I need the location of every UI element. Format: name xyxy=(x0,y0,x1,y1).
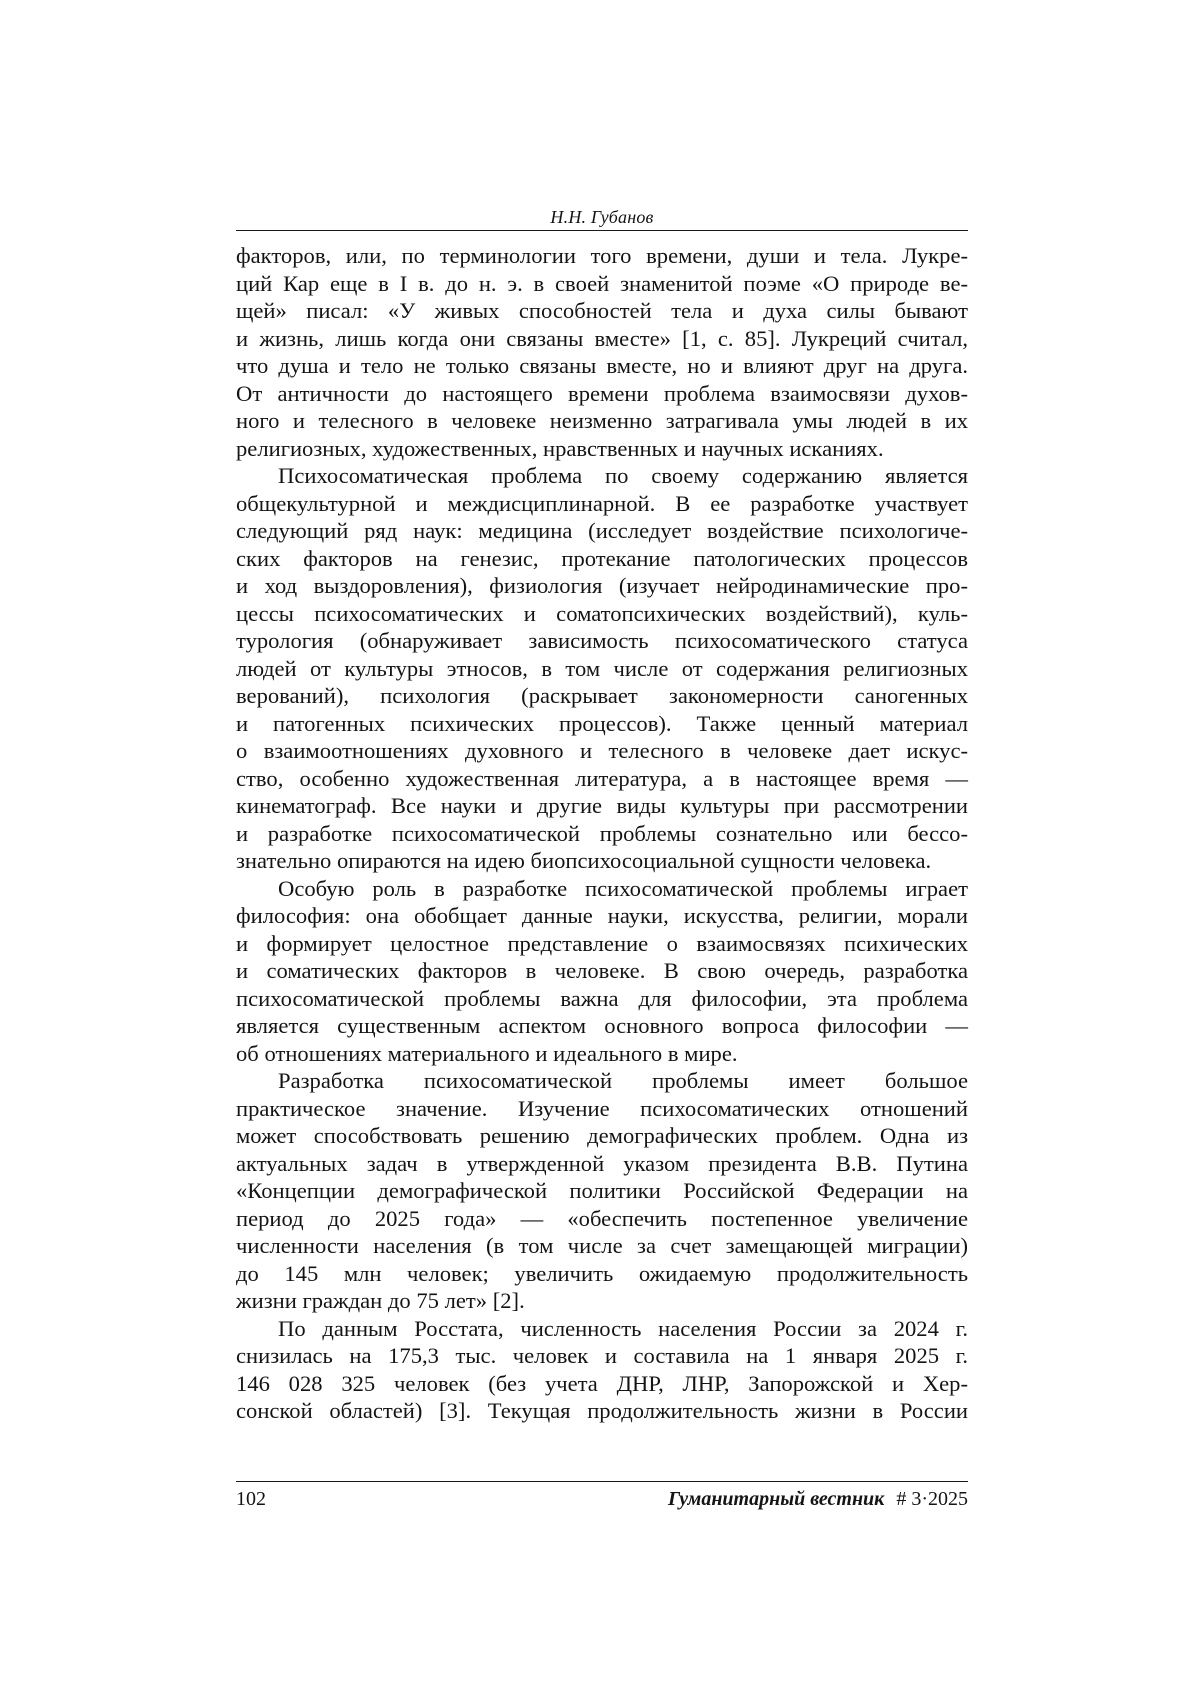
text-line: щей» писал: «У живых способностей тела и духа силы бывают xyxy=(236,298,968,323)
paragraph xyxy=(236,1315,968,1425)
document-page xyxy=(236,0,968,1698)
paragraph xyxy=(236,462,968,875)
text-line: Особую роль в разработке психосоматической проблемы играет xyxy=(278,875,968,901)
text-line: что душа и тело не только связаны вместе, но и влияют друг на друга. xyxy=(236,353,968,378)
text-line: и патогенных психических процессов). Также ценный материал xyxy=(236,710,968,736)
text-line: ного и телесного в человеке неизменно затрагивала умы людей в их xyxy=(236,408,968,433)
paragraph xyxy=(236,875,968,1068)
text-line: может способствовать решению демографических проблем. Одна из xyxy=(236,1123,968,1148)
paragraph xyxy=(236,1067,968,1315)
text-line: численности населения (в том числе за счет замещающей миграции) xyxy=(236,1233,968,1258)
text-line: «Концепции демографической политики Российской Федерации на xyxy=(236,1178,968,1203)
text-line: По данным Росстата, численность населения России за 2024 г. xyxy=(278,1315,968,1341)
text-line: Разработка психосоматической проблемы имеет большое xyxy=(278,1068,968,1093)
text-line: общекультурной и междисциплинарной. В ее разработке участвует xyxy=(236,490,968,516)
text-line: От античности до настоящего времени проблема взаимосвязи духов- xyxy=(236,380,968,406)
journal-info xyxy=(668,1486,968,1512)
text-line: и формирует целостное представление о взаимосвязях психических xyxy=(236,930,968,956)
text-line: философия: она обобщает данные науки, искусства, религии, морали xyxy=(236,903,968,928)
text-line: и ход выздоровления), физиология (изучает нейродинамические про- xyxy=(236,573,968,598)
text-line: Психосоматическая проблема по своему содержанию является xyxy=(278,463,968,488)
text-line: 146 028 325 человек (без учета ДНР, ЛНР, Запорожской и Хер- xyxy=(236,1370,968,1396)
page-footer xyxy=(236,1486,968,1512)
text-line: турология (обнаруживает зависимость психосоматического статуса xyxy=(236,628,968,653)
page-number: 102 xyxy=(236,1488,266,1510)
journal-name: Гуманитарный вестник xyxy=(668,1488,885,1510)
text-line: следующий ряд наук: медицина (исследует воздействие психологиче- xyxy=(236,518,968,543)
text-line: и жизнь, лишь когда они связаны вместе» [1, с. 85]. Лукреций считал, xyxy=(236,325,968,351)
text-line: знательно опираются на идею биопсихосоциальной сущности человека. xyxy=(236,848,932,873)
text-line: цессы психосоматических и соматопсихических воздействий), куль- xyxy=(236,600,968,626)
text-line: психосоматической проблемы важна для философии, эта проблема xyxy=(236,985,968,1011)
text-line: ских факторов на генезис, протекание патологических процессов xyxy=(236,545,968,571)
footer-rule xyxy=(236,1481,968,1482)
text-line: верований), психология (раскрывает закономерности саногенных xyxy=(236,683,968,708)
header-rule xyxy=(236,230,968,231)
text-line: сонской областей) [3]. Текущая продолжительность жизни в России xyxy=(236,1398,968,1423)
text-line: период до 2025 года» — «обеспечить постепенное увеличение xyxy=(236,1205,968,1231)
text-line: является существенным аспектом основного вопроса философии — xyxy=(236,1013,968,1038)
paragraph xyxy=(236,242,968,462)
text-line: об отношениях материального и идеального в мире. xyxy=(236,1040,738,1066)
article-body xyxy=(236,242,968,1425)
text-line: актуальных задач в утвержденной указом президента В.В. Путина xyxy=(236,1150,968,1176)
text-line: ство, особенно художественная литература, а в настоящее время — xyxy=(236,765,968,791)
text-line: и разработке психосоматической проблемы сознательно или бессо- xyxy=(236,820,968,846)
journal-issue: # 3·2025 xyxy=(896,1488,968,1510)
text-line: о взаимоотношениях духовного и телесного в человеке дает искус- xyxy=(236,738,968,763)
text-line: жизни граждан до 75 лет» [2]. xyxy=(236,1288,525,1313)
text-line: снизилась на 175,3 тыс. человек и составила на 1 января 2025 г. xyxy=(236,1343,968,1368)
text-line: кинематограф. Все науки и другие виды культуры при рассмотрении xyxy=(236,793,968,818)
text-line: людей от культуры этносов, в том числе от содержания религиозных xyxy=(236,655,968,681)
text-line: до 145 млн человек; увеличить ожидаемую продолжительность xyxy=(236,1260,968,1286)
text-line: факторов, или, по терминологии того времени, души и тела. Лукре- xyxy=(236,243,968,268)
text-line: ций Кар еще в I в. до н. э. в своей знаменитой поэме «О природе ве- xyxy=(236,270,968,296)
running-header: Н.Н. Губанов xyxy=(550,207,654,227)
text-line: и соматических факторов в человеке. В свою очередь, разработка xyxy=(236,958,968,983)
text-line: религиозных, художественных, нравственных и научных исканиях. xyxy=(236,435,884,461)
text-line: практическое значение. Изучение психосоматических отношений xyxy=(236,1095,968,1121)
